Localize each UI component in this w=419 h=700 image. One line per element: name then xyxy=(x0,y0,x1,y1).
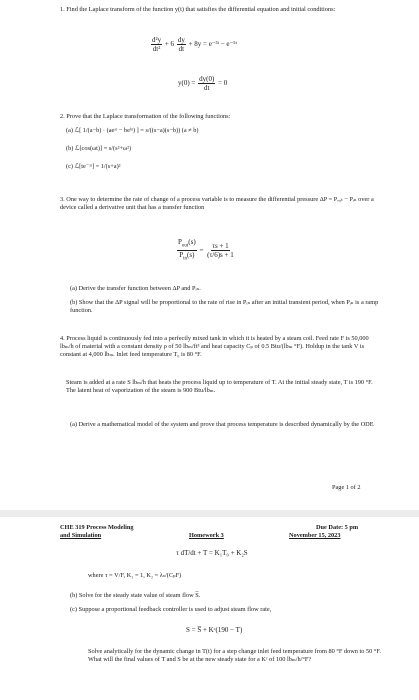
due-date: November 15, 2023 xyxy=(289,532,341,539)
question-1-ode: $\frac{\text{d²y}}{\text{dt²}}$ + 6 $\frac{dy}{dt}$ + 8y = e⁻³ᵗ − e⁻⁵ᵗ xyxy=(152,36,237,53)
ic-lhs: y(0) = xyxy=(178,79,196,88)
parameter-definitions: where τ = V/F, K₁ = 1, K₂ = λₛ/(CₚF) xyxy=(88,572,182,579)
question-4c: (c) Suppose a proportional feedback controller is used to adjust steam flow rate, xyxy=(70,606,272,613)
page-number: Page 1 of 2 xyxy=(332,484,361,491)
question-4a: (a) Derive a mathematical model of the system and prove that process temperature is described dynamically by the ODE xyxy=(70,421,374,428)
question-1-text: 1. Find the Laplace transform of the function y(t) that satisfies the differential equation and initial conditions: xyxy=(60,6,336,13)
due-label: Due Date: 5 pm xyxy=(316,524,359,531)
homework-number: Homework 3 xyxy=(189,532,224,539)
ode-rhs: + 8y = e⁻³ᵗ − e⁻⁵ᵗ xyxy=(188,40,237,49)
question-4-steam-text: Steam is added at a rate S lbₘ/h that heats the process liquid up to temperature of T. At the initial steady state, T is 190 °F. The latent heat of vaporization of the steam is 900 Btu/lbₘ. xyxy=(66,379,373,395)
question-4b: (b) Solve for the steady state value of steam flow S̅. xyxy=(70,592,201,599)
temperature-ode: τ dT/dt + T = K₁T₀ + K₂S xyxy=(176,549,248,557)
question-4-text: 4. Process liquid is continuously fed into a perfectly mixed tank in which it is heated by a steam coil. Feed rate F is 50,000 lbₘ/h of material with a constant density ρ of 50 lbₘ/ft³ and heat capacity Cₚ of 0.5 Btu/(lbₘ °F). Holdup in the tank V is constant at 4,000 lbₘ. Inlet feed temperature T₀ is 80 °F. xyxy=(60,335,369,359)
question-4c-task: Solve analytically for the dynamic change in T(t) for a step change inlet feed temperature from 80 °F down to 50 °F. What will the final values of T and S be at the new steady state for a Kᶜ of 100 lbₘ/h/°F? xyxy=(88,648,381,664)
question-3-text: 3. One way to determine the rate of change of a process variable is to measure the differential pressure ΔP = Pₒᵤₜ − Pᵢₙ over a device called a derivative unit that has a transfer function xyxy=(60,196,374,212)
ic-rhs: = 0 xyxy=(218,79,228,88)
question-3a: (a) Derive the transfer function between ΔP and Pᵢₙ. xyxy=(70,285,201,292)
course-title-line-2: and Simulation xyxy=(60,532,102,539)
question-2a: (a) ℒ[ 1/(a−b) · (aeᵃᵗ − beᵇᵗ) ] = s/((s−a)(s−b)) (a ≠ b) xyxy=(66,127,199,134)
controller-equation: S = S̅ + Kᶜ(190 − T) xyxy=(186,626,243,634)
question-3-transfer-function: $\frac{P_{out}(s)}{P_{in}(s)}$ = $\frac{\tau s + 1}{(\tau/6)s + 1}$ xyxy=(178,238,234,262)
course-title: CHE 319 Process Modeling xyxy=(60,524,134,531)
page-two xyxy=(0,517,419,700)
question-3b: (b) Show that the ΔP signal will be proportional to the rate of rise in Pᵢₙ after an initial transient period, when Pᵢₙ is a ramp function. xyxy=(70,299,379,315)
question-2b: (b) ℒ[cos(ωt)] = s/(s²+ω²) xyxy=(66,145,132,152)
question-2-text: 2. Prove that the Laplace transformation of the following functions: xyxy=(60,113,231,120)
question-2c: (c) ℒ[te⁻ᵃᵗ] = 1/(s+a)² xyxy=(66,163,121,170)
question-1-initial-conditions: y(0) = $\frac{dy(0)}{dt}$ = 0 xyxy=(178,75,228,92)
tf-denominator: (τ/6)s + 1 xyxy=(207,251,234,260)
